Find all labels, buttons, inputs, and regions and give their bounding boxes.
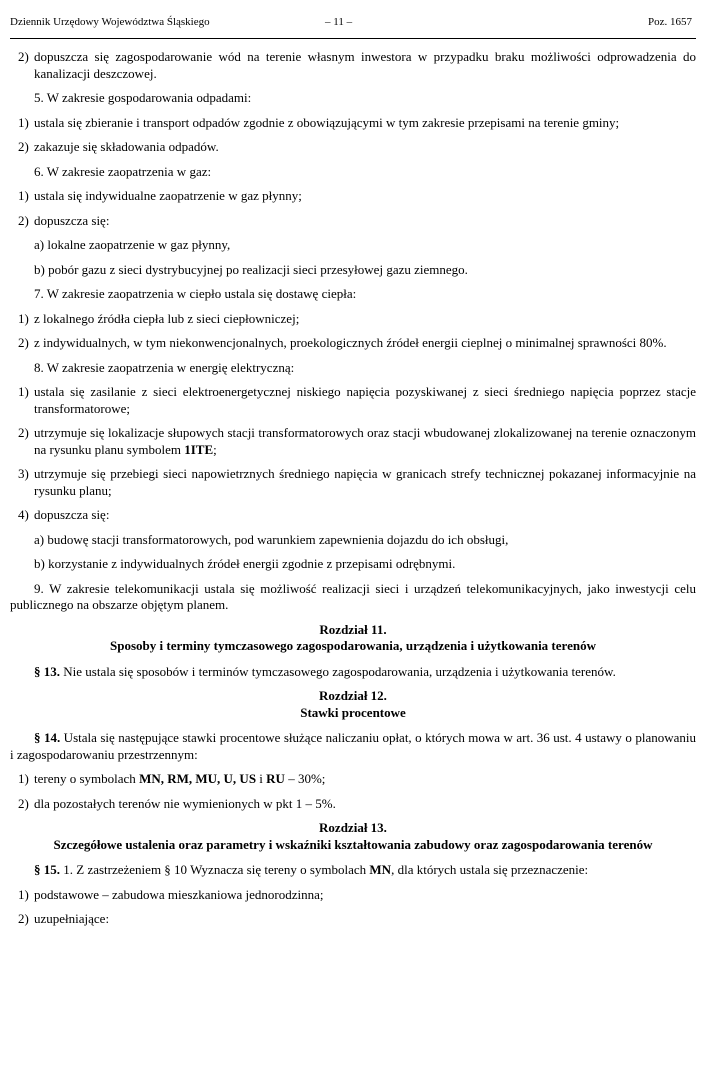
chapter-heading <box>10 820 696 853</box>
sub-list-item <box>10 532 696 549</box>
list-item <box>10 384 696 417</box>
text: z indywidualnych, w tym niekonwencjonalnych, proekologicznych źródeł energii cieplnej o minimalnej sprawności 80%. <box>34 335 667 350</box>
list-item <box>10 188 696 205</box>
list-number: 2) <box>18 795 29 811</box>
bold-symbol: RU <box>266 771 285 786</box>
text: Ustala się następujące stawki procentowe służące naliczaniu opłat, o których mowa w art. 36 ust. 4 ustawy o planowaniu i zagospodarowaniu przestrzennym: <box>10 730 696 762</box>
list-number: 1) <box>18 771 29 786</box>
text: 7. W zakresie zaopatrzenia w ciepło ustala się dostawę ciepła: <box>34 286 357 301</box>
sub-list-item <box>10 262 696 279</box>
journal-title: Dziennik Urzędowy Województwa Śląskiego <box>10 16 210 28</box>
section-symbol: § 15. <box>34 862 60 877</box>
chapter-title: Rozdział 13. <box>319 820 387 835</box>
paragraph <box>10 90 696 107</box>
list-item <box>10 115 696 132</box>
text: i <box>256 771 267 786</box>
text: ustala się indywidualne zaopatrzenie w gaz płynny; <box>34 188 302 203</box>
page-number: – 11 – <box>325 16 353 28</box>
chapter-heading <box>10 622 696 655</box>
chapter-title: Rozdział 12. <box>319 688 387 703</box>
text: , dla których ustala się przeznaczenie: <box>391 862 589 877</box>
list-item <box>10 466 696 499</box>
paragraph <box>10 664 696 681</box>
chapter-subtitle: Sposoby i terminy tymczasowego zagospodarowania, urządzenia i użytkowania terenów <box>110 638 596 653</box>
text: a) lokalne zaopatrzenie w gaz płynny, <box>34 237 231 252</box>
list-number: 2) <box>18 425 29 440</box>
list-item <box>10 311 696 328</box>
page-header <box>10 0 696 39</box>
text: dopuszcza się zagospodarowanie wód na terenie własnym inwestora w przypadku braku możliwości odprowadzenia do kanalizacji deszczowej. <box>34 49 696 81</box>
paragraph <box>10 286 696 303</box>
text: podstawowe – zabudowa mieszkaniowa jednorodzinna; <box>34 886 324 902</box>
text: 6. W zakresie zaopatrzenia w gaz: <box>34 163 212 179</box>
text: ; <box>213 441 217 457</box>
list-item <box>10 49 696 82</box>
text: b) pobór gazu z sieci dystrybucyjnej po realizacji sieci przesyłowej gazu ziemnego. <box>34 261 468 277</box>
text: 9. W zakresie telekomunikacji ustala się możliwość realizacji sieci i urządzeń telekomunikacyjnych, jako inwestycji celu publicznego na obszarze objętym planem. <box>10 580 696 612</box>
paragraph <box>10 164 696 181</box>
paragraph <box>10 862 696 879</box>
bold-symbol: MN, RM, MU, U, US <box>139 771 257 786</box>
text: dla pozostałych terenów nie wymienionych w pkt 1 – 5%. <box>34 795 336 811</box>
chapter-subtitle: Szczegółowe ustalenia oraz parametry i wskaźniki kształtowania zabudowy oraz zagospodarowania terenów <box>53 836 653 852</box>
position-number: Poz. 1657 <box>648 16 692 28</box>
chapter-heading <box>10 688 696 721</box>
chapter-subtitle: Stawki procentowe <box>300 704 406 720</box>
text: ustala się zasilanie z sieci elektroenergetycznej niskiego napięcia pozyskiwanej z sieci średniego napięcia poprzez stacje transformatorowe; <box>34 384 696 416</box>
document-body <box>10 39 696 928</box>
list-number: 1) <box>18 310 29 326</box>
text: b) korzystanie z indywidualnych źródeł energii zgodnie z przepisami odrębnymi. <box>34 556 456 571</box>
text: a) budowę stacji transformatorowych, pod warunkiem zapewnienia dojazdu do ich obsługi, <box>34 531 509 547</box>
list-item <box>10 425 696 458</box>
list-item <box>10 507 696 524</box>
list-number: 1) <box>18 114 29 130</box>
text: – 30%; <box>284 771 326 786</box>
text: dopuszcza się: <box>34 212 110 228</box>
bold-symbol: 1ITE <box>184 441 214 457</box>
list-number: 2) <box>18 911 29 926</box>
list-item <box>10 213 696 230</box>
paragraph <box>10 730 696 763</box>
section-symbol: § 14. <box>34 730 61 745</box>
text: 1. Z zastrzeżeniem § 10 Wyznacza się tereny o symbolach <box>60 862 370 877</box>
chapter-title: Rozdział 11. <box>319 621 387 637</box>
text: z lokalnego źródła ciepła lub z sieci ciepłowniczej; <box>34 310 300 326</box>
list-number: 1) <box>18 384 29 399</box>
list-number: 2) <box>18 139 29 154</box>
document-page <box>10 0 696 936</box>
bold-symbol: MN <box>369 862 392 877</box>
text: Nie ustala się sposobów i terminów tymczasowego zagospodarowania, urządzenia i użytkowania terenów. <box>60 663 616 679</box>
paragraph <box>10 360 696 377</box>
text: utrzymuje się przebiegi sieci napowietrznych średniego napięcia w granicach strefy technicznej pokazanej informacyjnie na rysunku planu; <box>34 466 696 498</box>
text: ustala się zbieranie i transport odpadów zgodnie z obowiązującymi w tym zakresie przepisami na terenie gminy; <box>34 114 620 130</box>
text: tereny o symbolach <box>34 771 140 786</box>
list-item <box>10 911 696 928</box>
list-item <box>10 771 696 788</box>
sub-list-item <box>10 237 696 254</box>
paragraph <box>10 581 696 614</box>
list-number: 1) <box>18 886 29 902</box>
sub-list-item <box>10 556 696 573</box>
list-item <box>10 796 696 813</box>
section-symbol: § 13. <box>34 663 60 679</box>
list-item <box>10 887 696 904</box>
text: 5. W zakresie gospodarowania odpadami: <box>34 90 252 105</box>
list-item <box>10 139 696 156</box>
list-number: 2) <box>18 335 29 350</box>
list-item <box>10 335 696 352</box>
list-number: 4) <box>18 507 29 522</box>
list-number: 2) <box>18 212 29 228</box>
text: dopuszcza się: <box>34 507 110 522</box>
list-number: 3) <box>18 466 29 481</box>
list-number: 2) <box>18 49 29 64</box>
text: uzupełniające: <box>34 911 110 926</box>
text: zakazuje się składowania odpadów. <box>34 139 219 154</box>
text: 8. W zakresie zaopatrzenia w energię elektryczną: <box>34 359 295 375</box>
list-number: 1) <box>18 188 29 203</box>
text: utrzymuje się lokalizacje słupowych stacji transformatorowych oraz stacji wbudowanej zlokalizowanej na terenie oznaczonym na rysunku planu symbolem <box>34 425 696 457</box>
